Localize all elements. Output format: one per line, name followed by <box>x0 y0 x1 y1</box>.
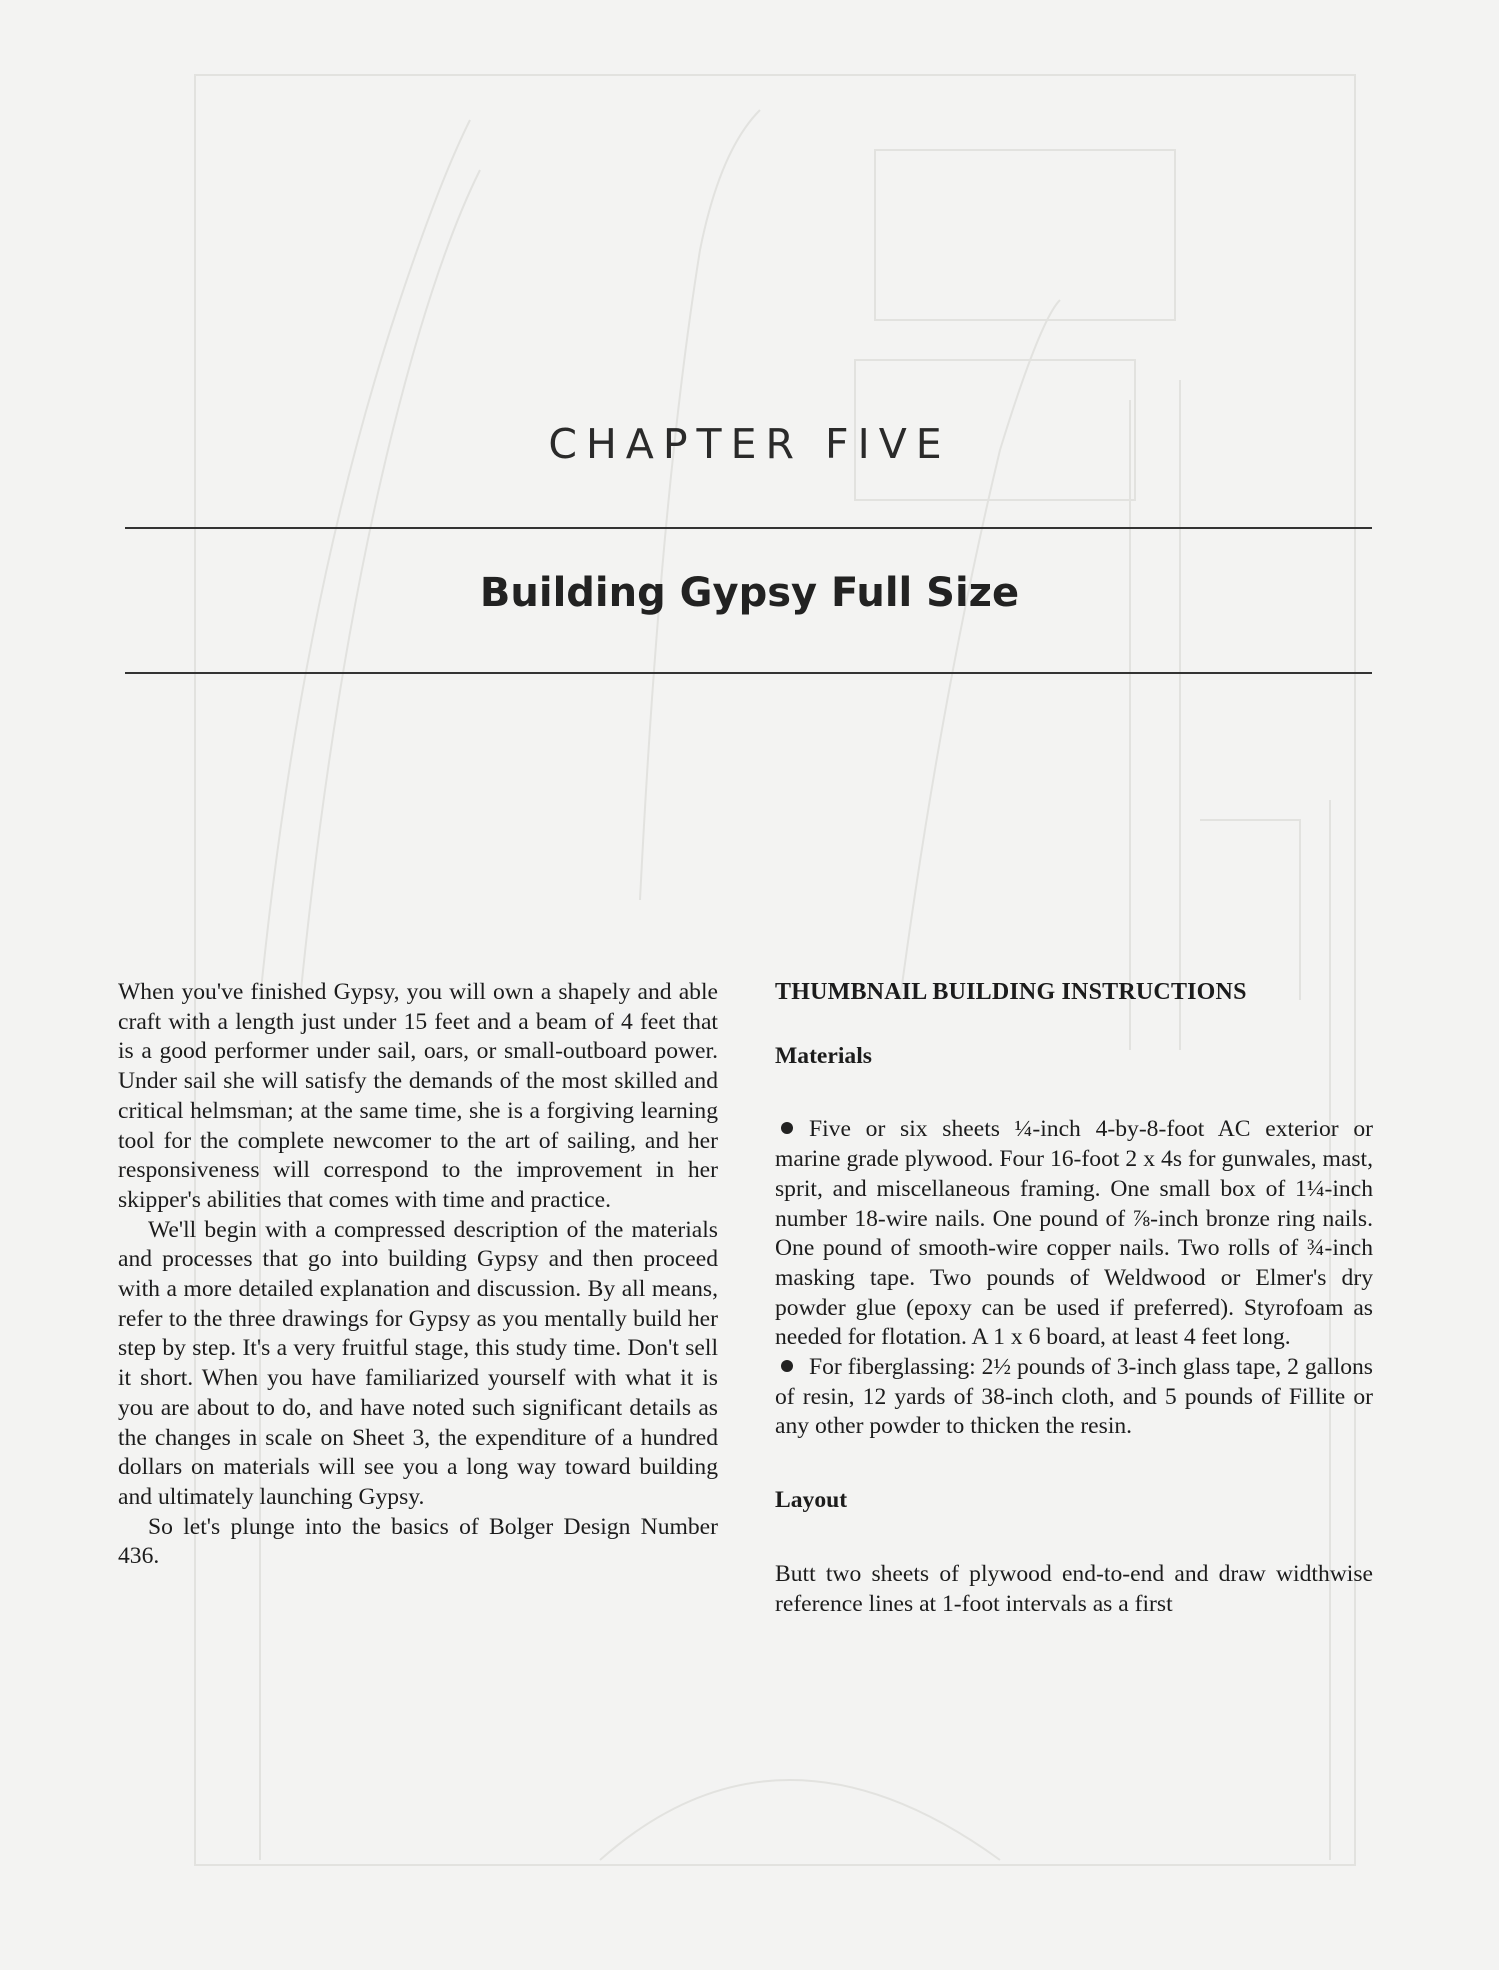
layout-paragraph: Butt two sheets of plywood end-to-end and draw widthwise reference lines at 1-foot intervals as a first <box>775 1560 1373 1617</box>
layout-heading: Layout <box>775 1487 848 1514</box>
body-paragraph: We'll begin with a compressed description of the materials and processes that go into building Gypsy and then proceed with a more detailed explanation and discussion. By all means, refer to the three drawings for Gypsy as you mentally build her step by step. It's a very fruitful stage, this study time. Don't sell it short. When you have familiarized yourself with what it is you are about to do, and have noted such significant details as the changes in scale on Sheet 3, the expenditure of a hundred dollars on materials will see you a long way toward building and ultimately launching Gypsy. <box>118 1216 718 1510</box>
materials-item-text: Five or six sheets ¼-inch 4-by-8-foot AC exterior or marine grade plywood. Four 16-foot 2 x 4s for gunwales, mast, sprit, and miscellaneous framing. One small box of 1¼-inch number 18-wire nails. One pound of ⅞-inch bronze ring nails. One pound of smooth-wire copper nails. Two rolls of ¾-inch masking tape. Two pounds of Weldwood or Elmer's dry powder glue (epoxy can be used if preferred). Styrofoam as needed for flotation. A 1 x 6 board, at least 4 feet long. <box>775 1116 1373 1351</box>
section-heading: THUMBNAIL BUILDING INSTRUCTIONS <box>775 979 1247 1005</box>
materials-list-item <box>775 1353 1373 1442</box>
chapter-label: CHAPTER FIVE <box>548 420 951 468</box>
materials-heading: Materials <box>775 1042 872 1069</box>
right-column <box>775 978 1373 1619</box>
title-rule-top <box>125 527 1372 529</box>
title-rule-bottom <box>125 672 1372 674</box>
chapter-title: Building Gypsy Full Size <box>479 570 1020 616</box>
intro-paragraph: When you've finished Gypsy, you will own a shapely and able craft with a length just under 15 feet and a beam of 4 feet that is a good performer under sail, oars, or small-outboard power. Under sail she will satisfy the demands of the most skilled and critical helmsman; at the same time, she is a forgiving learning tool for the complete newcomer to the art of sailing, and her responsiveness will correspond to the improvement in her skipper's abilities that comes with time and practice. <box>118 979 718 1213</box>
materials-list-item <box>775 1115 1373 1353</box>
left-column <box>118 978 718 1572</box>
bullet-icon <box>781 1360 793 1372</box>
body-paragraph: So let's plunge into the basics of Bolger Design Number 436. <box>118 1513 718 1570</box>
materials-item-text: For fiberglassing: 2½ pounds of 3-inch glass tape, 2 gallons of resin, 12 yards of 38-inch cloth, and 5 pounds of Fillite or any other powder to thicken the resin. <box>775 1354 1373 1440</box>
bullet-icon <box>781 1122 793 1134</box>
